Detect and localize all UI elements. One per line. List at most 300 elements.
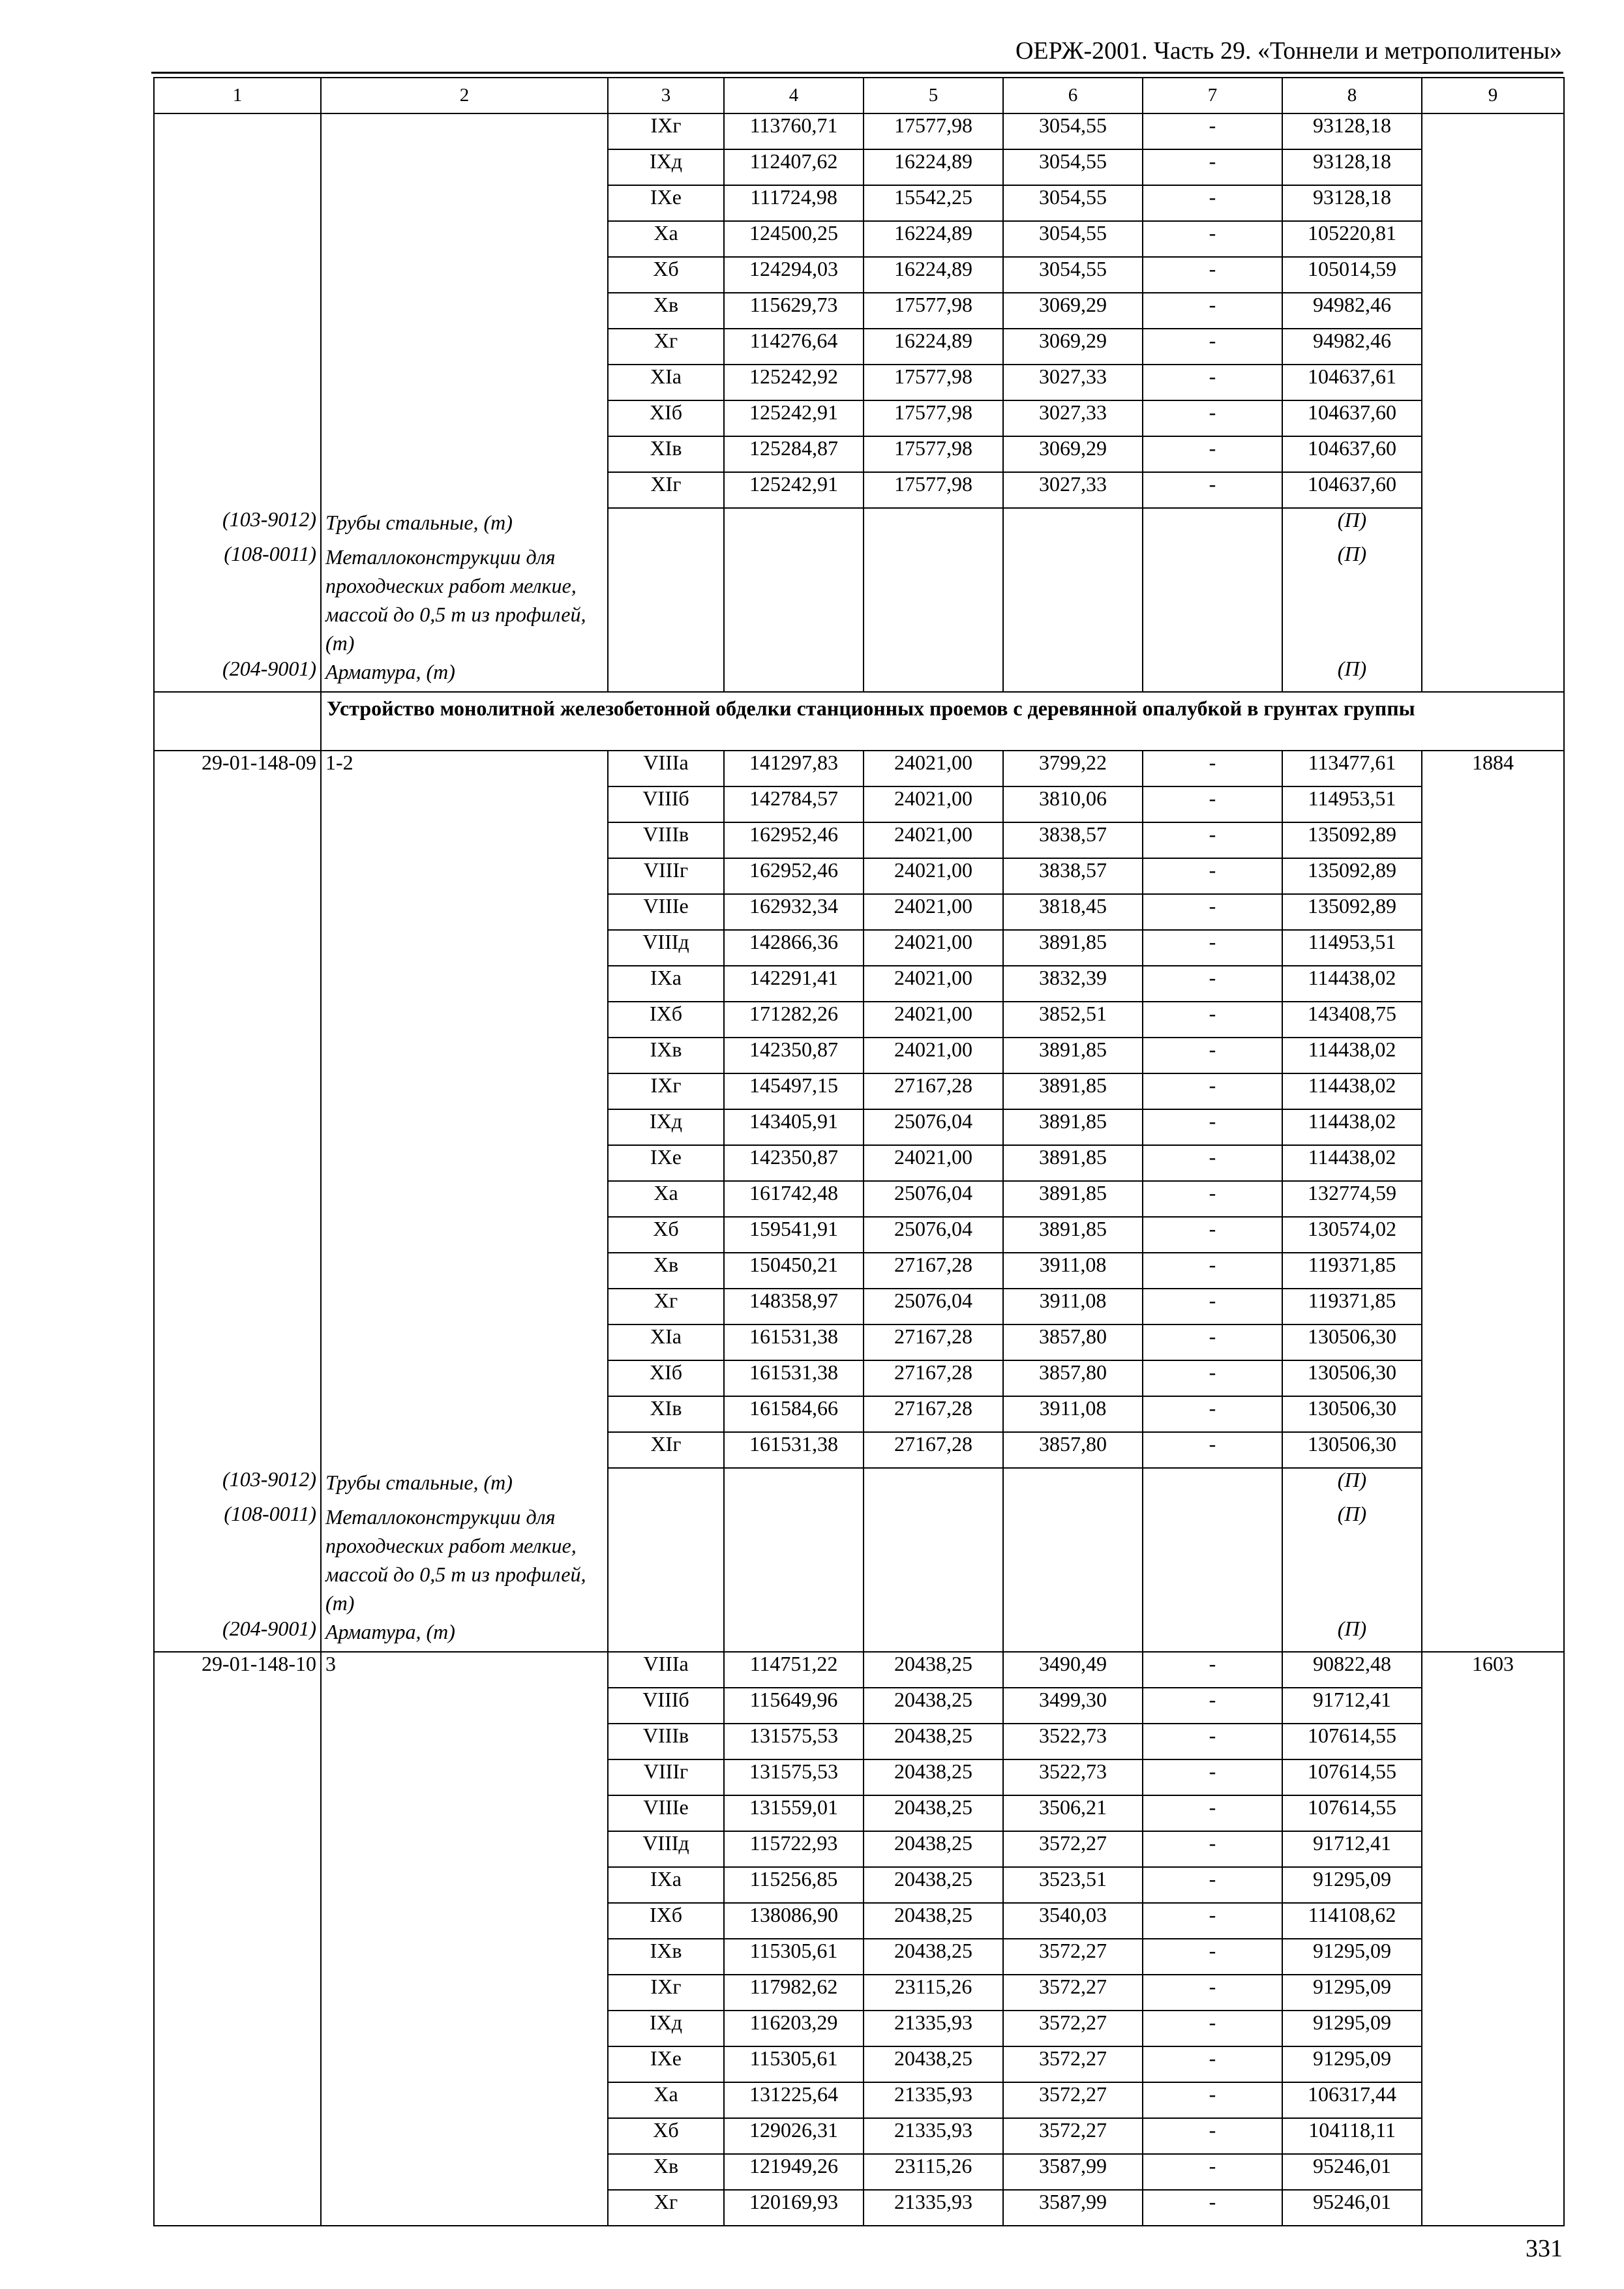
labor-hours [1422, 930, 1564, 966]
labor-cost: 20438,25 [864, 1831, 1003, 1867]
labor-hours [1422, 1360, 1564, 1396]
machine-cost: 3572,27 [1003, 2011, 1143, 2046]
resource-code: (108-0011) [154, 1503, 321, 1617]
driver-wage: - [1143, 1109, 1282, 1145]
labor-cost: 20438,25 [864, 1688, 1003, 1724]
labor-cost: 17577,98 [864, 472, 1003, 508]
driver-wage: - [1143, 1145, 1282, 1181]
soil-group [321, 1759, 608, 1795]
machine-cost: 3523,51 [1003, 1867, 1143, 1903]
machine-cost: 3572,27 [1003, 1975, 1143, 2011]
rate-code [154, 1795, 321, 1831]
labor-cost: 17577,98 [864, 113, 1003, 149]
driver-wage: - [1143, 1432, 1282, 1468]
labor-cost: 27167,28 [864, 1324, 1003, 1360]
driver-wage: - [1143, 1073, 1282, 1109]
driver-wage: - [1143, 436, 1282, 472]
soil-category: Xг [608, 1289, 724, 1324]
machine-cost: 3587,99 [1003, 2154, 1143, 2190]
rate-code [154, 400, 321, 436]
soil-category: VIIIб [608, 1688, 724, 1724]
empty-cell [608, 1503, 724, 1617]
resource-mark: (П) [1282, 508, 1422, 543]
machine-cost: 3069,29 [1003, 293, 1143, 329]
driver-wage: - [1143, 1759, 1282, 1795]
machine-cost: 3818,45 [1003, 894, 1143, 930]
materials-cost: 114438,02 [1282, 1109, 1422, 1145]
labor-hours [1422, 2046, 1564, 2082]
labor-cost: 20438,25 [864, 1652, 1003, 1688]
direct-cost: 114751,22 [724, 1652, 864, 1688]
labor-hours [1422, 113, 1564, 149]
rate-code [154, 1724, 321, 1759]
direct-cost: 112407,62 [724, 149, 864, 185]
machine-cost: 3027,33 [1003, 472, 1143, 508]
table-row [154, 1688, 1564, 1724]
materials-cost: 130506,30 [1282, 1396, 1422, 1432]
labor-cost: 24021,00 [864, 858, 1003, 894]
table-row [154, 1038, 1564, 1073]
empty-cell [864, 1468, 1003, 1503]
labor-hours [1422, 1795, 1564, 1831]
labor-cost: 24021,00 [864, 751, 1003, 786]
direct-cost: 129026,31 [724, 2118, 864, 2154]
soil-category: IXе [608, 1145, 724, 1181]
labor-cost: 25076,04 [864, 1109, 1003, 1145]
rate-code [154, 1253, 321, 1289]
materials-cost: 114438,02 [1282, 1145, 1422, 1181]
machine-cost: 3027,33 [1003, 365, 1143, 400]
direct-cost: 125242,91 [724, 400, 864, 436]
labor-cost: 21335,93 [864, 2011, 1003, 2046]
labor-cost: 21335,93 [864, 2118, 1003, 2154]
machine-cost: 3911,08 [1003, 1396, 1143, 1432]
direct-cost: 150450,21 [724, 1253, 864, 1289]
column-header: 2 [321, 78, 608, 113]
soil-category: IXд [608, 149, 724, 185]
direct-cost: 125284,87 [724, 436, 864, 472]
column-header: 6 [1003, 78, 1143, 113]
resource-code: (108-0011) [154, 543, 321, 657]
soil-category: IXд [608, 2011, 724, 2046]
machine-cost: 3069,29 [1003, 329, 1143, 365]
labor-hours [1422, 858, 1564, 894]
driver-wage: - [1143, 1652, 1282, 1688]
labor-hours [1422, 185, 1564, 221]
table-body [154, 78, 1564, 2226]
soil-category: IXг [608, 1073, 724, 1109]
rate-code [154, 1903, 321, 1939]
driver-wage: - [1143, 2118, 1282, 2154]
soil-group [321, 1795, 608, 1831]
labor-hours [1422, 2118, 1564, 2154]
driver-wage: - [1143, 2190, 1282, 2226]
table-row [154, 1759, 1564, 1795]
materials-cost: 90822,48 [1282, 1652, 1422, 1688]
driver-wage: - [1143, 858, 1282, 894]
rate-code [154, 1975, 321, 2011]
soil-category: XIв [608, 1396, 724, 1432]
rate-code [154, 1939, 321, 1975]
labor-cost: 25076,04 [864, 1181, 1003, 1217]
rate-code [154, 1432, 321, 1468]
labor-hours [1422, 2154, 1564, 2190]
table-row [154, 1181, 1564, 1217]
soil-category: VIIIа [608, 751, 724, 786]
machine-cost: 3891,85 [1003, 1073, 1143, 1109]
soil-category: VIIIв [608, 1724, 724, 1759]
driver-wage: - [1143, 1939, 1282, 1975]
labor-hours: 1884 [1422, 751, 1564, 786]
driver-wage: - [1143, 1831, 1282, 1867]
rate-code [154, 293, 321, 329]
materials-cost: 135092,89 [1282, 822, 1422, 858]
labor-hours: 1603 [1422, 1652, 1564, 1688]
labor-hours [1422, 1038, 1564, 1073]
table-row [154, 400, 1564, 436]
labor-cost: 17577,98 [864, 293, 1003, 329]
direct-cost: 116203,29 [724, 2011, 864, 2046]
labor-hours [1422, 1867, 1564, 1903]
direct-cost: 162932,34 [724, 894, 864, 930]
table-row [154, 1975, 1564, 2011]
soil-group [321, 472, 608, 508]
soil-group [321, 2154, 608, 2190]
direct-cost: 113760,71 [724, 113, 864, 149]
labor-hours [1422, 2190, 1564, 2226]
materials-cost: 114953,51 [1282, 786, 1422, 822]
empty-cell [724, 1468, 864, 1503]
labor-hours [1422, 1759, 1564, 1795]
direct-cost: 124294,03 [724, 257, 864, 293]
empty-cell [1422, 1617, 1564, 1652]
materials-cost: 107614,55 [1282, 1759, 1422, 1795]
machine-cost: 3891,85 [1003, 1038, 1143, 1073]
driver-wage: - [1143, 1795, 1282, 1831]
labor-hours [1422, 1396, 1564, 1432]
labor-cost: 16224,89 [864, 221, 1003, 257]
direct-cost: 161531,38 [724, 1360, 864, 1396]
materials-cost: 91712,41 [1282, 1688, 1422, 1724]
labor-cost: 17577,98 [864, 365, 1003, 400]
resource-row [154, 508, 1564, 543]
labor-hours [1422, 365, 1564, 400]
driver-wage: - [1143, 966, 1282, 1002]
machine-cost: 3799,22 [1003, 751, 1143, 786]
empty-cell [1003, 543, 1143, 657]
labor-cost: 16224,89 [864, 257, 1003, 293]
table-row [154, 2046, 1564, 2082]
table-row [154, 472, 1564, 508]
materials-cost: 106317,44 [1282, 2082, 1422, 2118]
machine-cost: 3499,30 [1003, 1688, 1143, 1724]
materials-cost: 93128,18 [1282, 113, 1422, 149]
labor-cost: 27167,28 [864, 1432, 1003, 1468]
labor-hours [1422, 2011, 1564, 2046]
empty-cell [724, 543, 864, 657]
empty-cell [1422, 1468, 1564, 1503]
soil-category: IXа [608, 1867, 724, 1903]
direct-cost: 131225,64 [724, 2082, 864, 2118]
soil-category: Xа [608, 221, 724, 257]
rate-code [154, 1073, 321, 1109]
rate-code [154, 1396, 321, 1432]
direct-cost: 161531,38 [724, 1432, 864, 1468]
rate-code [154, 1038, 321, 1073]
rates-table [153, 77, 1565, 2226]
table-row [154, 2190, 1564, 2226]
soil-group [321, 1867, 608, 1903]
table-row [154, 1253, 1564, 1289]
labor-cost: 25076,04 [864, 1289, 1003, 1324]
soil-group [321, 786, 608, 822]
rate-code [154, 1831, 321, 1867]
resource-mark: (П) [1282, 1617, 1422, 1652]
table-row [154, 365, 1564, 400]
soil-group [321, 221, 608, 257]
soil-category: XIа [608, 1324, 724, 1360]
table-row [154, 185, 1564, 221]
empty-cell [864, 1503, 1003, 1617]
soil-category: Xв [608, 2154, 724, 2190]
direct-cost: 115629,73 [724, 293, 864, 329]
table-row [154, 894, 1564, 930]
labor-cost: 20438,25 [864, 2046, 1003, 2082]
resource-mark: (П) [1282, 1503, 1422, 1617]
materials-cost: 94982,46 [1282, 329, 1422, 365]
soil-category: Xа [608, 2082, 724, 2118]
driver-wage: - [1143, 257, 1282, 293]
table-row [154, 786, 1564, 822]
empty-cell [1422, 657, 1564, 692]
machine-cost: 3540,03 [1003, 1903, 1143, 1939]
rate-code [154, 365, 321, 400]
soil-group [321, 822, 608, 858]
materials-cost: 93128,18 [1282, 185, 1422, 221]
direct-cost: 141297,83 [724, 751, 864, 786]
direct-cost: 142866,36 [724, 930, 864, 966]
empty-cell [1003, 657, 1143, 692]
materials-cost: 143408,75 [1282, 1002, 1422, 1038]
empty-cell [1003, 508, 1143, 543]
materials-cost: 132774,59 [1282, 1181, 1422, 1217]
table-row [154, 1396, 1564, 1432]
machine-cost: 3522,73 [1003, 1724, 1143, 1759]
soil-category: XIб [608, 1360, 724, 1396]
labor-cost: 25076,04 [864, 1217, 1003, 1253]
soil-group [321, 966, 608, 1002]
empty-cell [724, 1617, 864, 1652]
soil-group [321, 1903, 608, 1939]
labor-cost: 24021,00 [864, 822, 1003, 858]
labor-hours [1422, 257, 1564, 293]
labor-hours [1422, 1253, 1564, 1289]
empty-cell [1143, 657, 1282, 692]
table-row [154, 1324, 1564, 1360]
soil-category: IXв [608, 1038, 724, 1073]
machine-cost: 3838,57 [1003, 858, 1143, 894]
soil-category: Xб [608, 1217, 724, 1253]
materials-cost: 130506,30 [1282, 1360, 1422, 1396]
machine-cost: 3572,27 [1003, 2082, 1143, 2118]
resource-row [154, 1617, 1564, 1652]
table-row [154, 149, 1564, 185]
table-row [154, 2154, 1564, 2190]
driver-wage: - [1143, 1253, 1282, 1289]
materials-cost: 114438,02 [1282, 966, 1422, 1002]
machine-cost: 3891,85 [1003, 1217, 1143, 1253]
direct-cost: 131575,53 [724, 1724, 864, 1759]
soil-group [321, 149, 608, 185]
labor-hours [1422, 2082, 1564, 2118]
resource-name: Металлоконструкции для проходческих работ мелкие, массой до 0,5 т из профилей, (т) [321, 543, 608, 657]
section-title-row [154, 692, 1564, 751]
soil-category: VIIIе [608, 1795, 724, 1831]
soil-group [321, 1038, 608, 1073]
direct-cost: 131559,01 [724, 1795, 864, 1831]
materials-cost: 104637,61 [1282, 365, 1422, 400]
soil-group: 3 [321, 1652, 608, 1688]
table-row [154, 257, 1564, 293]
direct-cost: 117982,62 [724, 1975, 864, 2011]
materials-cost: 130574,02 [1282, 1217, 1422, 1253]
soil-group [321, 1289, 608, 1324]
materials-cost: 104118,11 [1282, 2118, 1422, 2154]
materials-cost: 91712,41 [1282, 1831, 1422, 1867]
direct-cost: 115305,61 [724, 2046, 864, 2082]
soil-group [321, 1073, 608, 1109]
machine-cost: 3572,27 [1003, 1939, 1143, 1975]
rate-code [154, 1002, 321, 1038]
labor-cost: 27167,28 [864, 1253, 1003, 1289]
materials-cost: 104637,60 [1282, 400, 1422, 436]
materials-cost: 94982,46 [1282, 293, 1422, 329]
labor-hours [1422, 472, 1564, 508]
table-row [154, 1432, 1564, 1468]
soil-category: VIIIв [608, 822, 724, 858]
soil-group [321, 185, 608, 221]
driver-wage: - [1143, 1217, 1282, 1253]
driver-wage: - [1143, 400, 1282, 436]
rate-code [154, 1324, 321, 1360]
labor-hours [1422, 149, 1564, 185]
materials-cost: 91295,09 [1282, 1939, 1422, 1975]
empty-cell [608, 1617, 724, 1652]
table-row [154, 822, 1564, 858]
soil-group [321, 858, 608, 894]
soil-category: IXб [608, 1903, 724, 1939]
labor-hours [1422, 436, 1564, 472]
soil-group [321, 1396, 608, 1432]
table-row [154, 1724, 1564, 1759]
soil-category: IXг [608, 113, 724, 149]
soil-category: IXд [608, 1109, 724, 1145]
machine-cost: 3069,29 [1003, 436, 1143, 472]
soil-group [321, 894, 608, 930]
machine-cost: 3054,55 [1003, 113, 1143, 149]
machine-cost: 3054,55 [1003, 185, 1143, 221]
empty-cell [864, 543, 1003, 657]
labor-hours [1422, 1939, 1564, 1975]
driver-wage: - [1143, 751, 1282, 786]
labor-cost: 20438,25 [864, 1759, 1003, 1795]
machine-cost: 3891,85 [1003, 1181, 1143, 1217]
driver-wage: - [1143, 113, 1282, 149]
soil-category: VIIIе [608, 894, 724, 930]
materials-cost: 91295,09 [1282, 1867, 1422, 1903]
rate-code [154, 2011, 321, 2046]
materials-cost: 119371,85 [1282, 1289, 1422, 1324]
driver-wage: - [1143, 1038, 1282, 1073]
soil-group [321, 436, 608, 472]
soil-group [321, 1109, 608, 1145]
direct-cost: 162952,46 [724, 858, 864, 894]
empty-cell [1003, 1617, 1143, 1652]
rate-code [154, 149, 321, 185]
resource-code: (103-9012) [154, 1468, 321, 1503]
rate-code [154, 894, 321, 930]
machine-cost: 3572,27 [1003, 2118, 1143, 2154]
driver-wage: - [1143, 894, 1282, 930]
labor-hours [1422, 1145, 1564, 1181]
rate-code [154, 1109, 321, 1145]
driver-wage: - [1143, 365, 1282, 400]
direct-cost: 159541,91 [724, 1217, 864, 1253]
labor-cost: 24021,00 [864, 1002, 1003, 1038]
table-row [154, 1145, 1564, 1181]
soil-group [321, 257, 608, 293]
empty-cell [724, 657, 864, 692]
table-row [154, 1289, 1564, 1324]
labor-hours [1422, 1002, 1564, 1038]
direct-cost: 138086,90 [724, 1903, 864, 1939]
labor-hours [1422, 1073, 1564, 1109]
table-row [154, 2011, 1564, 2046]
labor-cost: 24021,00 [864, 1145, 1003, 1181]
table-row [154, 1939, 1564, 1975]
soil-category: XIг [608, 472, 724, 508]
labor-hours [1422, 1975, 1564, 2011]
rate-code [154, 1759, 321, 1795]
soil-category: IXа [608, 966, 724, 1002]
empty-cell [864, 508, 1003, 543]
direct-cost: 161584,66 [724, 1396, 864, 1432]
direct-cost: 115256,85 [724, 1867, 864, 1903]
direct-cost: 114276,64 [724, 329, 864, 365]
resource-row [154, 1468, 1564, 1503]
machine-cost: 3891,85 [1003, 1109, 1143, 1145]
soil-group [321, 1432, 608, 1468]
labor-cost: 23115,26 [864, 2154, 1003, 2190]
materials-cost: 135092,89 [1282, 858, 1422, 894]
rate-code [154, 966, 321, 1002]
soil-group [321, 1360, 608, 1396]
driver-wage: - [1143, 1289, 1282, 1324]
table-row [154, 329, 1564, 365]
resource-name: Трубы стальные, (т) [321, 508, 608, 543]
direct-cost: 111724,98 [724, 185, 864, 221]
direct-cost: 145497,15 [724, 1073, 864, 1109]
labor-cost: 24021,00 [864, 966, 1003, 1002]
soil-group [321, 2046, 608, 2082]
machine-cost: 3572,27 [1003, 1831, 1143, 1867]
labor-cost: 23115,26 [864, 1975, 1003, 2011]
soil-category: XIб [608, 400, 724, 436]
driver-wage: - [1143, 1396, 1282, 1432]
soil-group [321, 400, 608, 436]
rate-code [154, 436, 321, 472]
labor-hours [1422, 329, 1564, 365]
